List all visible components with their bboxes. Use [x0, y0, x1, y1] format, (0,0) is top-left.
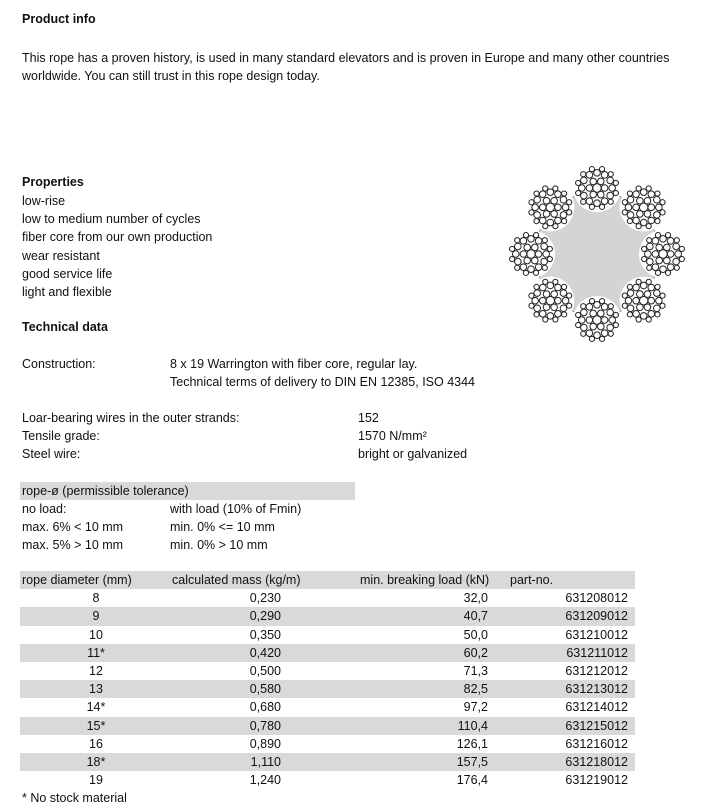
table-row: [20, 698, 635, 716]
cell-mass-cell: [172, 626, 360, 644]
construction-value: 8 x 19 Warrington with fiber core, regular lay.: [170, 357, 418, 371]
cell-mass: 0,580: [249, 682, 281, 697]
cell-mass-cell: [172, 717, 360, 735]
product-description: This rope has a proven history, is used in many standard elevators and is proven in Europe and many other countries worldwide. You can still trust in this rope design today.: [22, 51, 670, 83]
cell-breaking-load-cell: [360, 644, 510, 662]
strand: [639, 230, 687, 278]
cell-diameter: 18*: [20, 753, 172, 771]
strand: [507, 230, 555, 278]
cell-part-no-cell: [510, 607, 635, 625]
cell-part-no: 631212012: [565, 664, 628, 679]
tolerance-min-0-le: min. 0% <= 10 mm: [170, 520, 275, 534]
table-body: [20, 589, 635, 789]
footnote: * No stock material: [22, 791, 127, 805]
strand: [573, 164, 621, 212]
strand: [526, 183, 574, 231]
cell-part-no: 631214012: [565, 700, 628, 715]
property-item: wear resistant: [22, 248, 100, 263]
construction-label: Construction:: [22, 357, 96, 371]
property-item: low to medium number of cycles: [22, 212, 201, 227]
cell-mass: 0,290: [249, 609, 281, 624]
cell-breaking-load: 176,4: [456, 773, 488, 788]
tolerance-max-6: max. 6% < 10 mm: [22, 520, 124, 534]
table-row: [20, 735, 635, 753]
cell-part-no-cell: [510, 626, 635, 644]
cell-breaking-load: 71,3: [463, 664, 488, 679]
cell-mass-cell: [172, 662, 360, 680]
cell-breaking-load: 157,5: [456, 755, 488, 770]
tolerance-header: rope-ø (permissible tolerance): [22, 484, 189, 498]
cell-diameter: 16: [89, 736, 103, 751]
cell-diameter: 9: [20, 607, 172, 625]
table-row: [20, 680, 635, 698]
col-header-breaking-load: min. breaking load (kN): [360, 571, 510, 589]
cell-breaking-load-cell: [360, 698, 510, 716]
properties-list: [22, 192, 212, 301]
properties-heading: Properties: [22, 175, 84, 189]
cell-breaking-load: 110,4: [457, 718, 488, 733]
cell-mass-cell: [172, 753, 360, 771]
delivery-terms: Technical terms of delivery to DIN EN 12385, ISO 4344: [170, 375, 476, 389]
steel-wire-value: bright or galvanized: [358, 447, 468, 461]
col-header-mass: calculated mass (kg/m): [172, 571, 360, 589]
cell-breaking-load: 97,2: [463, 700, 488, 715]
table-row: [20, 626, 635, 644]
cell-mass-cell: [172, 680, 360, 698]
table-row: [20, 589, 635, 607]
strand: [526, 277, 574, 325]
cell-part-no-cell: [510, 717, 635, 735]
cell-part-no: 631218012: [565, 755, 628, 770]
table-row: [20, 753, 635, 771]
cell-part-no: 631211012: [566, 645, 628, 660]
cell-mass: 1,240: [249, 773, 281, 788]
cell-breaking-load-cell: [360, 771, 510, 789]
rope-data-table: [20, 571, 635, 789]
cell-diameter: 19: [89, 773, 103, 788]
cell-breaking-load-cell: [360, 589, 510, 607]
cell-part-no: 631210012: [565, 627, 628, 642]
property-item: light and flexible: [22, 284, 112, 299]
tolerance-min-0-gt: min. 0% > 10 mm: [170, 538, 268, 552]
wires-value: 152: [358, 411, 379, 425]
cell-part-no-cell: [510, 753, 635, 771]
table-row: [20, 607, 635, 625]
cell-breaking-load-cell: [360, 680, 510, 698]
cell-part-no-cell: [510, 589, 635, 607]
cell-breaking-load-cell: [360, 662, 510, 680]
cell-mass: 0,350: [249, 627, 281, 642]
cell-diameter: 15*: [20, 717, 172, 735]
cell-part-no-cell: [510, 662, 635, 680]
cell-part-no: 631216012: [565, 736, 628, 751]
cell-mass: 0,230: [249, 591, 281, 606]
cell-mass: 0,680: [249, 700, 281, 715]
table-header-row: [20, 571, 635, 589]
cell-breaking-load: 32,0: [463, 591, 488, 606]
cell-part-no: 631215012: [565, 718, 628, 733]
technical-data-heading: Technical data: [22, 320, 108, 334]
cell-breaking-load: 50,0: [463, 627, 488, 642]
cell-breaking-load-cell: [360, 607, 510, 625]
steel-wire-label: Steel wire:: [22, 447, 81, 461]
cell-breaking-load: 82,5: [463, 682, 488, 697]
cell-diameter: 10: [89, 627, 103, 642]
product-info-heading: Product info: [22, 12, 96, 26]
property-item: fiber core from our own production: [22, 230, 213, 245]
cell-breaking-load-cell: [360, 626, 510, 644]
table-row: [20, 771, 635, 789]
cell-part-no-cell: [510, 698, 635, 716]
cell-mass-cell: [172, 698, 360, 716]
cell-part-no-cell: [510, 771, 635, 789]
cell-part-no: 631219012: [565, 773, 628, 788]
col-header-diameter: rope diameter (mm): [20, 571, 172, 589]
tolerance-no-load: no load:: [22, 502, 67, 516]
tolerance-max-5: max. 5% > 10 mm: [22, 538, 124, 552]
cell-mass-cell: [172, 771, 360, 789]
cell-mass-cell: [172, 644, 360, 662]
rope-cross-section-image: [500, 162, 695, 347]
cell-mass: 0,780: [249, 718, 281, 733]
cell-diameter: 8: [92, 591, 100, 606]
tolerance-with-load: with load (10% of Fmin): [170, 502, 302, 516]
cell-breaking-load: 40,7: [463, 609, 488, 624]
strand: [620, 183, 668, 231]
cell-part-no-cell: [510, 644, 635, 662]
cell-mass-cell: [172, 607, 360, 625]
property-item: good service life: [22, 266, 113, 281]
strand: [573, 296, 621, 344]
cell-mass-cell: [172, 589, 360, 607]
cell-mass-cell: [172, 735, 360, 753]
cell-breaking-load-cell: [360, 753, 510, 771]
cell-diameter: 14*: [86, 700, 106, 715]
cell-breaking-load-cell: [360, 735, 510, 753]
cell-part-no-cell: [510, 735, 635, 753]
cell-diameter: 12: [89, 664, 103, 679]
table-row: [20, 644, 635, 662]
strand: [620, 277, 668, 325]
cell-part-no: 631209012: [565, 609, 628, 624]
cell-mass: 0,420: [249, 645, 281, 660]
cell-breaking-load: 126,1: [456, 736, 488, 751]
cell-diameter: 11*: [20, 644, 172, 662]
cell-part-no: 631208012: [565, 591, 628, 606]
cell-part-no: 631213012: [565, 682, 628, 697]
col-header-part-no: part-no.: [510, 571, 635, 589]
cell-mass: 0,500: [249, 664, 281, 679]
cell-mass: 0,890: [249, 736, 281, 751]
tensile-label: Tensile grade:: [22, 429, 100, 443]
property-item: low-rise: [22, 194, 66, 208]
table-row: [20, 717, 635, 735]
cell-breaking-load-cell: [360, 717, 510, 735]
cell-mass: 1,110: [250, 755, 281, 770]
table-row: [20, 662, 635, 680]
cell-part-no-cell: [510, 680, 635, 698]
cell-diameter: 13: [20, 680, 172, 698]
tensile-value: 1570 N/mm²: [358, 429, 427, 443]
cell-breaking-load: 60,2: [463, 645, 488, 660]
wires-label: Loar-bearing wires in the outer strands:: [22, 411, 240, 425]
